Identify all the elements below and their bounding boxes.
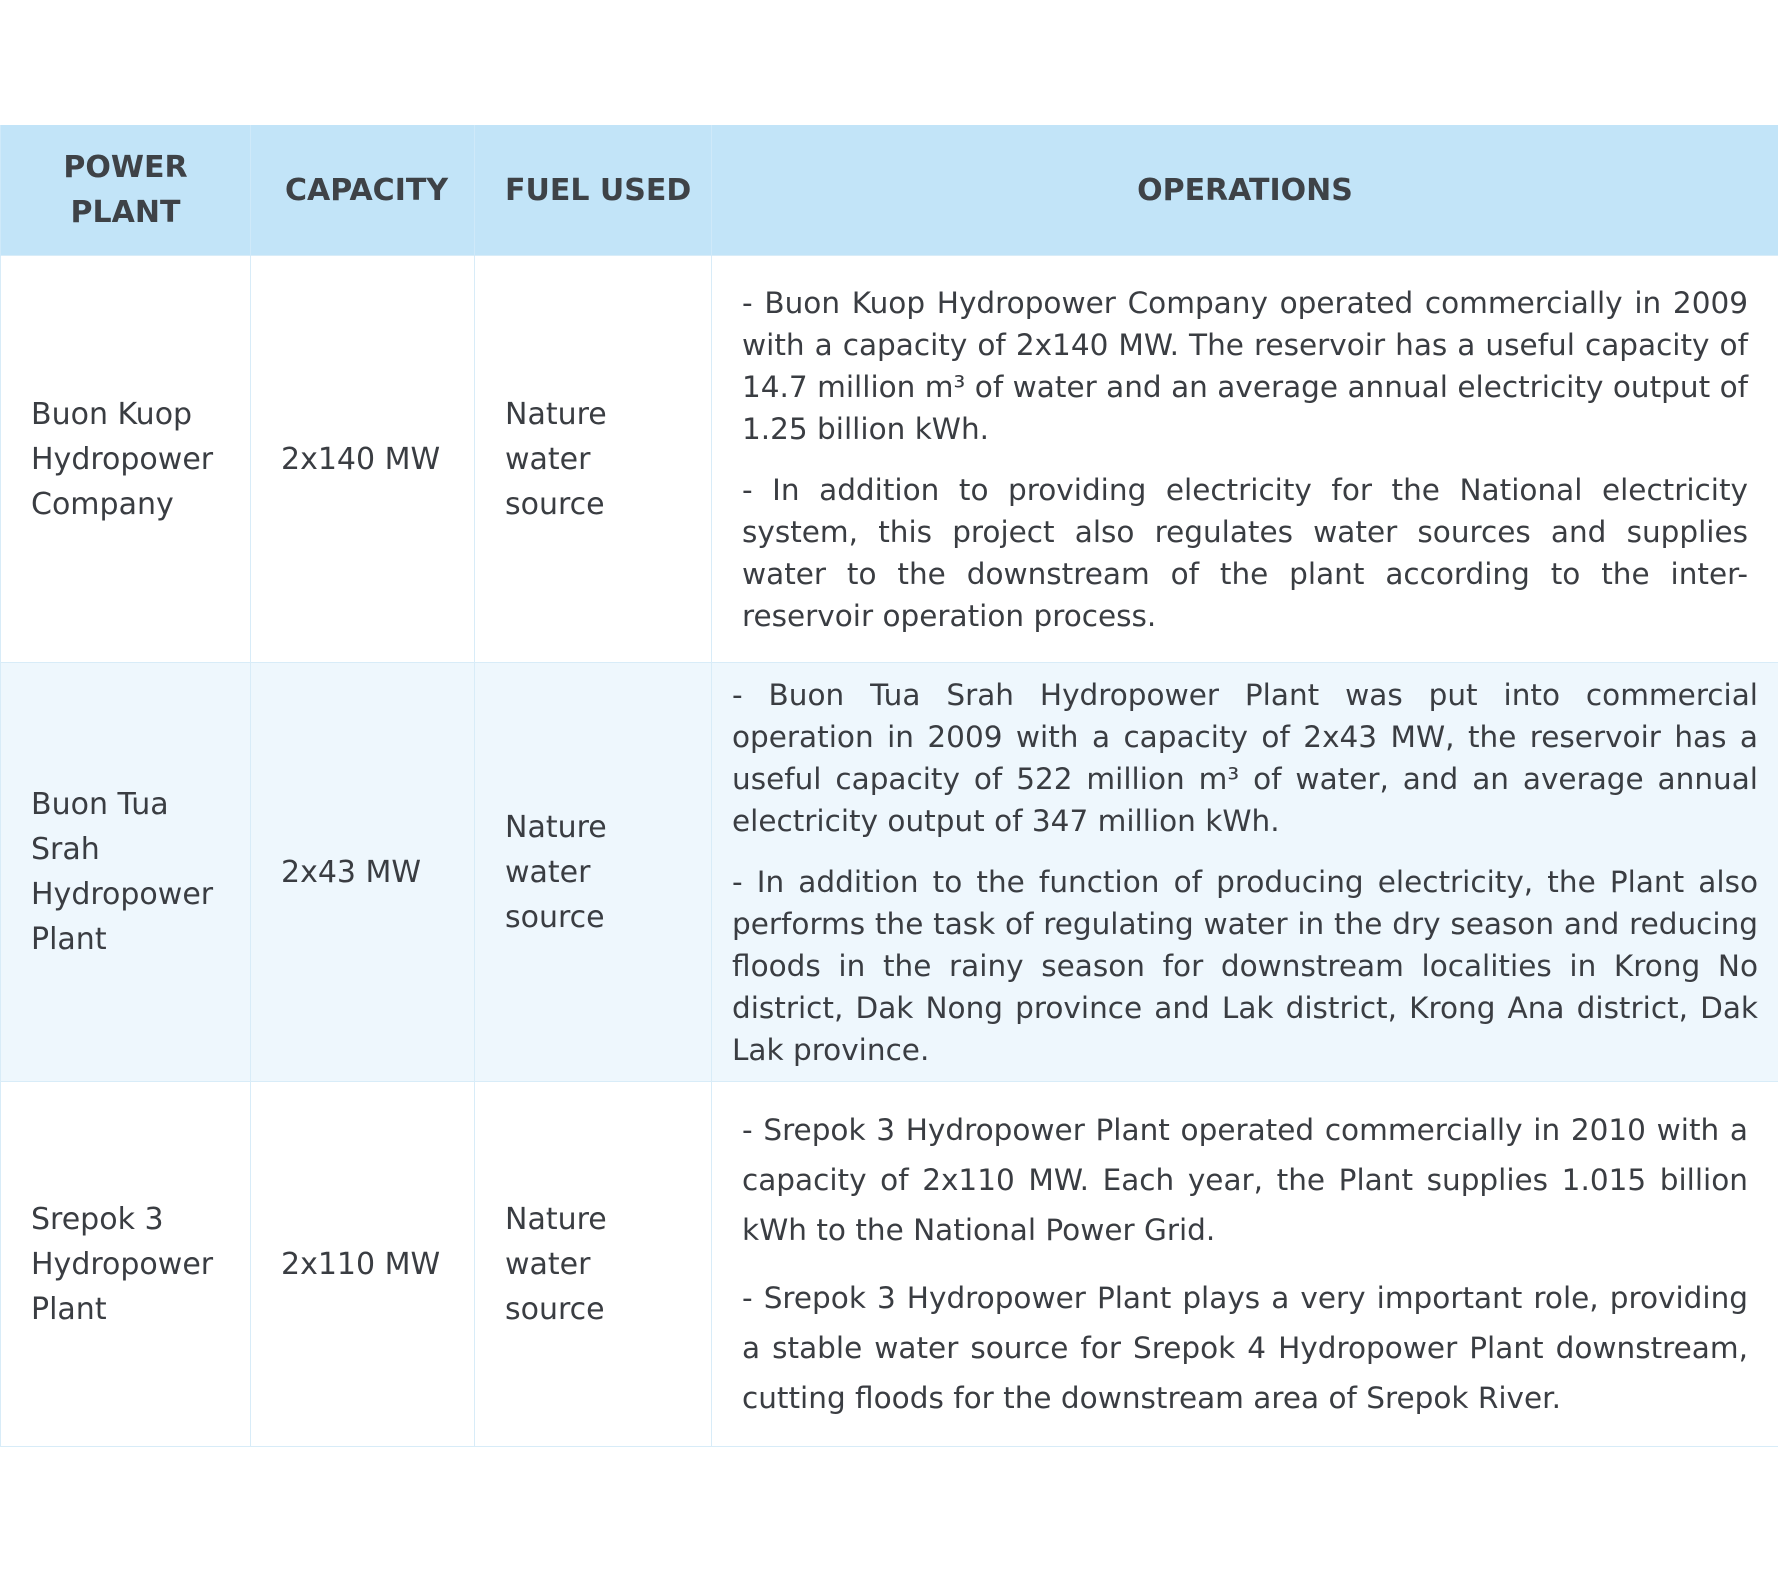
header-fuel-used: FUEL USED [475,125,712,256]
table-row [1,1082,1778,1447]
cell-operations [712,1082,1778,1447]
cell-fuel-used: Nature water source [475,256,712,663]
cell-capacity: 2x110 MW [251,1082,475,1447]
operations-paragraph: - Buon Kuop Hydropower Company operated commercially in 2009 with a capacity of 2x140 MW. The reservoir has a useful capacity of 14.7 million m³ of water and an average annual electricity output of 1.25 billion kWh. [742,285,1748,446]
table-row [1,256,1778,663]
header-capacity: CAPACITY [251,125,475,256]
table-header-row [1,125,1778,256]
cell-power-plant: Srepok 3 Hydropower Plant [1,1082,251,1447]
operations-paragraph: - Srepok 3 Hydropower Plant plays a very important role, providing a stable water source for Srepok 4 Hydropower Plant downstream, cutting floods for the downstream area of Srepok River. [742,1281,1748,1415]
operations-paragraph: - In addition to providing electricity for the National electricity system, this project also regulates water sources and supplies water to the downstream of the plant according to the inter-reservoir operation process. [742,472,1748,633]
cell-capacity: 2x43 MW [251,663,475,1082]
header-power-plant: POWER PLANT [1,125,251,256]
header-operations: OPERATIONS [712,125,1778,256]
cell-operations [712,663,1778,1082]
power-plant-table-container [0,125,1778,1447]
power-plant-table [0,125,1778,1447]
cell-power-plant: Buon Tua Srah Hydropower Plant [1,663,251,1082]
cell-fuel-used: Nature water source [475,1082,712,1447]
cell-power-plant: Buon Kuop Hydropower Company [1,256,251,663]
cell-fuel-used: Nature water source [475,663,712,1082]
operations-paragraph: - Srepok 3 Hydropower Plant operated commercially in 2010 with a capacity of 2x110 MW. Each year, the Plant supplies 1.015 billion kWh to the National Power Grid. [742,1113,1748,1247]
operations-paragraph: - Buon Tua Srah Hydropower Plant was put into commercial operation in 2009 with a capacity of 2x43 MW, the reservoir has a useful capacity of 522 million m³ of water, and an average annual electricity output of 347 million kWh. [732,677,1758,838]
cell-operations [712,256,1778,663]
cell-capacity: 2x140 MW [251,256,475,663]
table-row [1,663,1778,1082]
operations-paragraph: - In addition to the function of producing electricity, the Plant also performs the task of regulating water in the dry season and reducing floods in the rainy season for downstream localities in Krong No district, Dak Nong province and Lak district, Krong Ana district, Dak Lak province. [732,864,1758,1067]
